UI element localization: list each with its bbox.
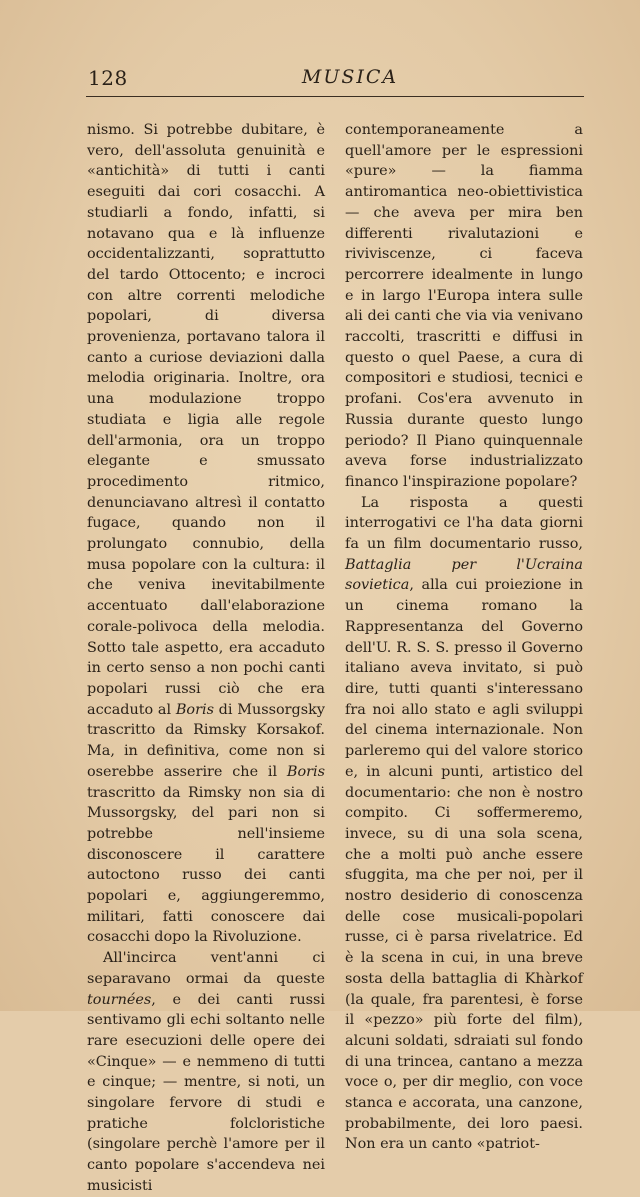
page-header [86, 66, 584, 96]
right-column [345, 120, 583, 1155]
paragraph: nismo. Si potrebbe dubitare, è vero, dell'assoluta genuinità e «antichità» di tutti i canti eseguiti dai cori cosacchi. A studiarli a fondo, infatti, si notavano qua e là influenze occidentalizzanti, soprattutto del tardo Ottocento; e incroci con altre correnti melodiche popolari, di diversa provenienza, portavano talora il canto a curiose deviazioni dalla melodia originaria. Inoltre, ora una modulazione troppo studiata e ligia alle regole dell'armonia, ora un troppo elegante e smussato procedimento ritmico, denunciavano altresì il contatto fugace, quando non il prolungato connubio, della musa popolare con la cultura: il che veniva inevitabilmente accentuato dall'elaborazione corale-polivoca della melodia. Sotto tale aspetto, era accaduto in certo senso a non pochi canti popolari russi ciò che era accaduto al Boris di Mussorgsky trascritto da Rimsky Korsakof. Ma, in definitiva, come non si oserebbe asserire che il Boris trascritto da Rimsky non sia di Mussorgsky, del pari non si potrebbe nell'insieme disconoscere il carattere autoctono russo dei canti popolari e, aggiungeremmo, militari, fatti conoscere dai cosacchi dopo la Rivoluzione. [87, 122, 325, 946]
paragraph: La risposta a questi interrogativi ce l'ha data giorni fa un film documentario russo, Battaglia per l'Ucraina sovietica, alla cui proiezione in un cinema romano la Rappresentanza del Governo dell'U. R. S. S. presso il Governo italiano aveva invitato, si può dire, tutti quanti s'interessano fra noi allo stato e agli sviluppi del cinema internazionale. Non parleremo qui del valore storico e, in alcuni punti, artistico del documentario: che non è nostro compito. Ci soffermeremo, invece, su di una sola scena, che a molti può anche essere sfuggita, ma che per noi, per il nostro desiderio di conoscenza delle cose musicali-popolari russe, ci è parsa rivelatrice. Ed è la scena in cui, in una breve sosta della battaglia di Khàrkof (la quale, fra parentesi, è forse il «pezzo» più forte del film), alcuni soldati, sdraiati sul fondo di una trincea, cantano a mezza voce o, per dir meglio, con voce stanca e accorata, una canzone, probabilmente, dei loro paesi. Non era un canto «patriot- [345, 494, 583, 1153]
paragraph: contemporaneamente a quell'amore per le espressioni «pure» — la fiamma antiromantica neo-obiettivistica — che aveva per mira ben differenti rivalutazioni e riviviscenze, ci faceva percorrere idealmente in lungo e in largo l'Europa intera sulle ali dei canti che via via venivano raccolti, trascritti e diffusi in questo o quel Paese, a cura di compositori e studiosi, tecnici e profani. Cos'era avvenuto in Russia durante questo lungo periodo? Il Piano quinquennale aveva forse industrializzato financo l'inspirazione popolare? [345, 122, 583, 490]
left-column [87, 120, 325, 1197]
italic-title: Boris [286, 763, 325, 780]
header-rule [86, 96, 584, 97]
page-number: 128 [88, 66, 128, 90]
italic-term: tournées [87, 991, 152, 1008]
italic-title: Boris [175, 701, 214, 718]
running-title: MUSICA [301, 66, 399, 88]
italic-film-title: Battaglia per l'Ucraina sovietica [345, 556, 583, 594]
paragraph: All'incirca vent'anni ci separavano ormai da queste tournées, e dei canti russi sentivamo gli echi soltanto nelle rare esecuzioni delle opere dei «Cinque» — e nemmeno di tutti e cinque; — mentre, si noti, un singolare fervore di studi e pratiche folcloristiche (singolare perchè l'amore per il canto popolare s'accendeva nei musicisti [87, 950, 325, 1194]
